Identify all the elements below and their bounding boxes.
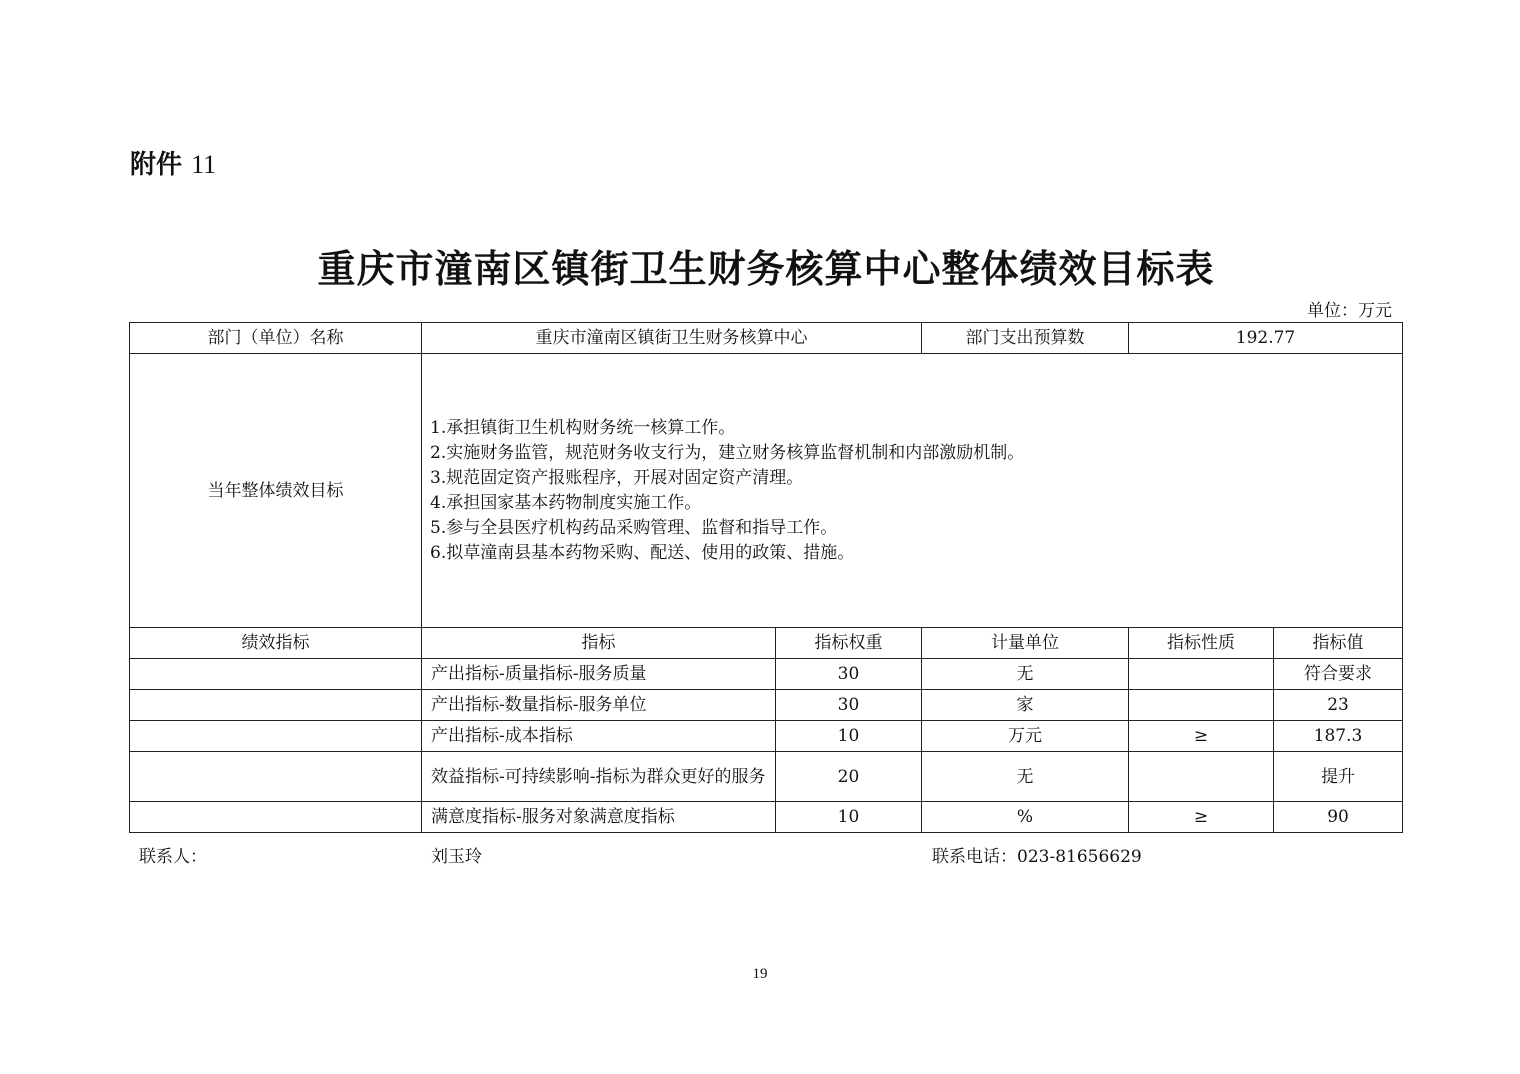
table-row	[130, 690, 1403, 721]
contact-person-name: 刘玉玲	[431, 847, 482, 867]
table-row	[130, 752, 1403, 802]
goal-item: 1.承担镇街卫生机构财务统一核算工作。	[430, 417, 736, 438]
unit-cell: 万元	[922, 721, 1129, 752]
weight-cell: 30	[776, 659, 922, 690]
table-row-dept	[130, 323, 1403, 354]
indicator-cell: 产出指标-数量指标-服务单位	[422, 690, 776, 721]
value-cell: 23	[1274, 690, 1403, 721]
header-category: 绩效指标	[130, 628, 422, 659]
value-cell: 提升	[1274, 752, 1403, 802]
goal-item: 5.参与全县医疗机构药品采购管理、监督和指导工作。	[430, 517, 838, 538]
value-cell: 90	[1274, 802, 1403, 833]
goal-item: 3.规范固定资产报账程序，开展对固定资产清理。	[430, 467, 804, 488]
weight-cell: 10	[776, 721, 922, 752]
nature-cell	[1129, 659, 1274, 690]
goal-item: 6.拟草潼南县基本药物采购、配送、使用的政策、措施。	[430, 542, 855, 563]
page-title: 重庆市潼南区镇街卫生财务核算中心整体绩效目标表	[317, 246, 1215, 291]
goals-content	[422, 354, 1403, 628]
indicator-cell: 效益指标-可持续影响-指标为群众更好的服务	[422, 752, 776, 802]
table-row	[130, 659, 1403, 690]
contact-phone: 联系电话：023-81656629	[932, 847, 1142, 867]
weight-cell: 10	[776, 802, 922, 833]
value-cell: 符合要求	[1274, 659, 1403, 690]
category-cell	[130, 690, 422, 721]
weight-cell: 20	[776, 752, 922, 802]
indicator-cell: 产出指标-质量指标-服务质量	[422, 659, 776, 690]
attachment-number: 11	[191, 150, 217, 179]
table-row-indicator-header	[130, 628, 1403, 659]
header-indicator: 指标	[422, 628, 776, 659]
unit-cell: 家	[922, 690, 1129, 721]
category-cell	[130, 659, 422, 690]
goals-label: 当年整体绩效目标	[130, 354, 422, 628]
attachment-text: 附件	[130, 150, 183, 180]
page-number: 19	[752, 966, 768, 982]
category-cell	[130, 752, 422, 802]
category-cell	[130, 802, 422, 833]
budget-label: 部门支出预算数	[922, 323, 1129, 354]
nature-cell	[1129, 690, 1274, 721]
performance-table	[129, 322, 1403, 833]
goal-item: 2.实施财务监管，规范财务收支行为，建立财务核算监督机制和内部激励机制。	[430, 442, 1025, 463]
header-nature: 指标性质	[1129, 628, 1274, 659]
budget-value: 192.77	[1129, 323, 1403, 354]
unit-cell: 无	[922, 752, 1129, 802]
unit-cell: 无	[922, 659, 1129, 690]
attachment-label	[130, 144, 216, 181]
unit-cell: %	[922, 802, 1129, 833]
dept-name: 重庆市潼南区镇街卫生财务核算中心	[422, 323, 922, 354]
contact-person-label: 联系人：	[139, 847, 207, 867]
dept-label: 部门（单位）名称	[130, 323, 422, 354]
indicator-cell: 满意度指标-服务对象满意度指标	[422, 802, 776, 833]
table-row-goals	[130, 354, 1403, 628]
value-cell: 187.3	[1274, 721, 1403, 752]
goal-item: 4.承担国家基本药物制度实施工作。	[430, 492, 702, 513]
weight-cell: 30	[776, 690, 922, 721]
header-weight: 指标权重	[776, 628, 922, 659]
unit-note: 单位：万元	[1307, 301, 1392, 321]
nature-cell: ≥	[1129, 802, 1274, 833]
nature-cell	[1129, 752, 1274, 802]
header-unit: 计量单位	[922, 628, 1129, 659]
nature-cell: ≥	[1129, 721, 1274, 752]
table-row	[130, 802, 1403, 833]
indicator-cell: 产出指标-成本指标	[422, 721, 776, 752]
table-row	[130, 721, 1403, 752]
header-value: 指标值	[1274, 628, 1403, 659]
category-cell	[130, 721, 422, 752]
